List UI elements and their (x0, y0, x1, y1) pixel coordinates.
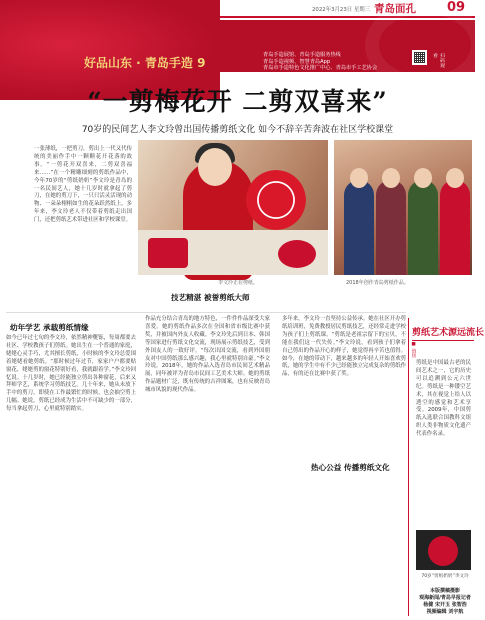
section-banner (0, 20, 475, 72)
sidebar-tag: ■ 链接 (411, 342, 416, 358)
secondary-photo (334, 140, 472, 275)
qr-code-icon[interactable] (412, 50, 427, 65)
subheading-3: 热心公益 传播剪纸文化 (311, 463, 390, 472)
body-column-3: 多年来，李文玲一直坚持公益传承。她在社区开办剪纸培训班，免费教授居民剪纸技艺，还经常走进学校为孩子们上剪纸课。“剪纸是老祖宗留下的宝贝，不能在我们这一代失传。”李文玲说，看到孩子们拿着自己剪出的作品开心的样子，她觉得再辛苦也值得。如今，在她的带动下，越来越多的年轻人开始喜欢剪纸，她的学生中有不少已经能独立完成复杂的剪纸作品，有的还在比赛中获了奖。 (282, 316, 406, 378)
issue-date: 2022年3月23日 星期三 (312, 7, 371, 13)
subheadline: 70岁的民间艺人李文玲曾出国传播剪纸文化 如今不辞辛苦奔波在社区学校课堂 (81, 125, 394, 135)
sidebar-divider (408, 318, 409, 616)
banner-info: 青岛手造展馆、青岛手造服务热线 青岛手造视频、智慧青岛App 青岛市手造特色文化推广中心、青岛市手工艺协会 (263, 52, 378, 72)
section-name: 青岛面孔 (374, 3, 416, 15)
main-photo (138, 140, 328, 275)
banner-title: 好品山东 · 青岛手造 9 (84, 56, 206, 70)
video-thumbnail[interactable] (416, 530, 471, 570)
subheading-2: 技艺精湛 被誉剪纸大师 (171, 293, 250, 302)
body-column-2: 作品充分结合青岛的地方特色，一件件作品深受大家喜爱。她的剪纸作品多次在全国和省市级比赛中获奖，并被国内外友人收藏。李文玲先后到日本、韩国等国家进行剪纸文化交流，现场展示剪纸技艺，受到外国友人的一致好评。“每次出国交流，看到外国朋友对中国剪纸那么感兴趣，我心里就特别自豪。”李文玲说。2018年，她的作品入选青岛市民间艺术精品展，同年被评为青岛市民间工艺美术大师。她的剪纸作品题材广泛，既有传统的吉祥图案，也有反映青岛城市风貌的现代作品。 (145, 316, 270, 394)
subheading-1: 幼年学艺 承载剪纸情缘 (10, 323, 89, 332)
headline: “一剪梅花开 二剪双喜来” (87, 87, 388, 116)
qr-code-label: 扫码观看 (432, 53, 444, 68)
sidebar-text: 剪纸是中国最古老的民间艺术之一，它的历史可以追溯到公元六世纪。剪纸是一种镂空艺术，其在视觉上给人以透空的感觉和艺术享受。2009年，中国剪纸入选联合国教科文组织人类非物质文化遗产代表作名录。 (416, 360, 471, 438)
video-thumbnail-caption: 70岁“剪纸奶奶”李文玲 (421, 574, 469, 579)
section-divider (6, 312, 406, 313)
main-photo-caption: 李文玲正在剪纸。 (218, 280, 259, 286)
lead-paragraph: 一张薄纸，一把剪刀，剪出上一代又代传统的美丽作手中一颗颗花开花落的故事。“一剪花开双喜来，二剪双喜福来……”在一个精雕细刻的剪纸作品中，今年70岁的“剪纸奶奶”李文玲是青岛的一名民间艺人，她十几岁时就拿起了剪刀，在她的剪刀下，一只只活灵活现的动物、一朵朵栩栩如生的花朵跃然纸上，多年来，李文玲老人不仅带着剪纸走出国门，还把剪纸艺术带进社区和学校课堂。 (34, 146, 132, 224)
staff-credit: 本版撰稿摄影 观海新闻/青岛早报记者 杨健 宋开玉 张智浩 视频编辑 刘宇航 (419, 588, 471, 615)
secondary-photo-caption: 2018年创作青岛剪纸作品。 (346, 280, 409, 286)
page-number: 09 (447, 0, 466, 15)
sidebar-title: 剪纸艺术源远流长 (412, 325, 474, 341)
body-column-1: 如今已年过七旬的李文玲，依然精神矍铄，每周都要去社区、学校教孩子们剪纸。她出生在一个普通的家庭，姥姥心灵手巧，尤其擅长剪纸，小时候的李文玲总爱围着姥姥看她剪纸。“那时候过年过节，家家户户都要贴窗花，姥姥剪的窗花特别好看，我就跟着学。”李文玲回忆说。十几岁时，她已经能独立剪出各种窗花，后来又拜师学艺，系统学习剪纸技艺。几十年来，她从未放下手中的剪刀，即使在工作最繁忙的时候，也会抽空剪上几幅。她说，剪纸已经成为生活中不可缺少的一部分，每当拿起剪刀，心里就特别踏实。 (6, 335, 136, 413)
